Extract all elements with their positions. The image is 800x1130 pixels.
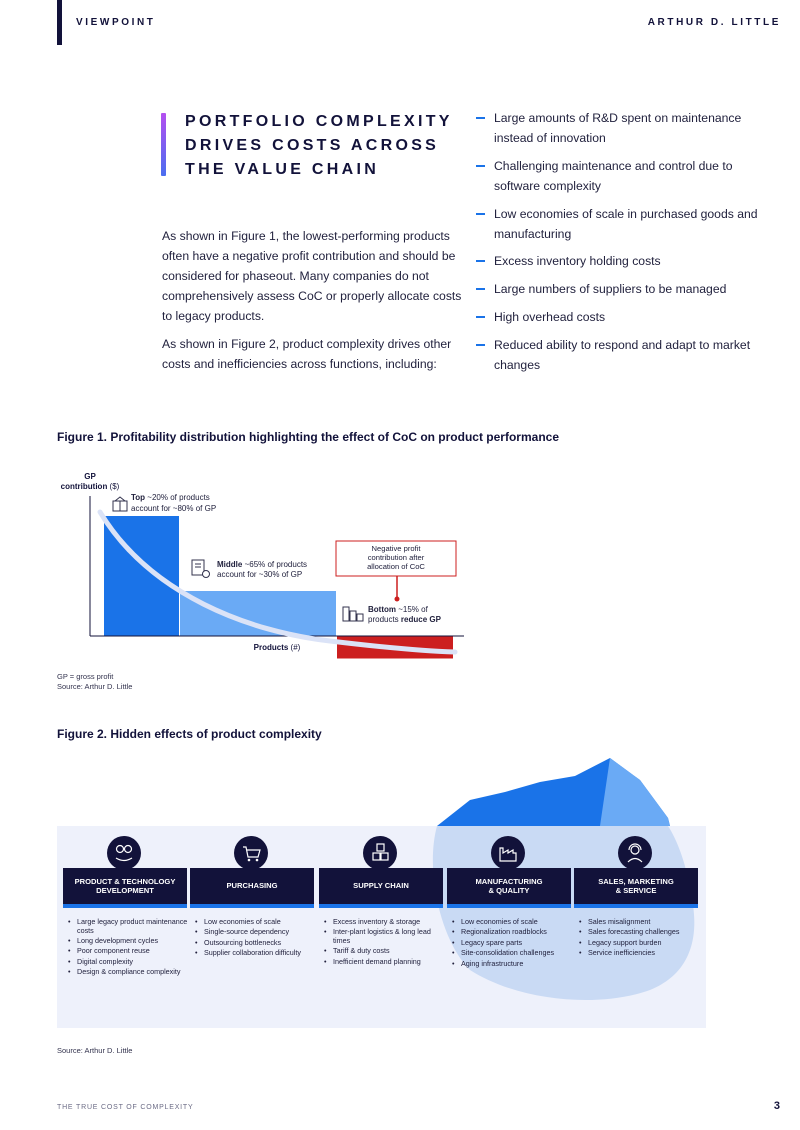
y-axis-label-2 [61,482,120,491]
section-accent-bar [161,113,166,176]
list-item [476,335,766,375]
header-accent-bar [57,0,62,45]
gears-hand-icon [107,836,141,870]
list-item: • Legacy spare parts [452,939,576,948]
list-item: • Inter-plant logistics & long lead times [324,928,448,945]
list-item-text: Excess inventory holding costs [494,254,661,269]
headset-person-icon [618,836,652,870]
list-item: • Low economies of scale [452,918,576,927]
column-header-line: MANUFACTURING [475,876,543,886]
list-item: • Aging infrastructure [452,960,576,969]
list-item: • Service inefficiencies [579,949,703,958]
list-item: • Digital complexity [68,958,192,967]
list-item: • Regionalization roadblocks [452,928,576,937]
list-item-text: Reduced ability to respond and adapt to market changes [494,337,751,372]
list-item: • Outsourcing bottlenecks [195,939,319,948]
list-item: • Single-source dependency [195,928,319,937]
column-list [195,918,319,960]
callout-line: allocation of CoC [367,562,425,571]
column-list [452,918,576,970]
list-item: • Sales forecasting challenges [579,928,703,937]
list-item: • Large legacy product maintenance costs [68,918,192,935]
dash-icon [476,288,485,290]
column-header-line: SUPPLY CHAIN [353,881,409,891]
list-item: • Low economies of scale [195,918,319,927]
boxes-icon [363,836,397,870]
callout-line: Negative profit [371,544,421,553]
middle-annotation [192,560,307,579]
list-item: • Site-consolidation challenges [452,949,576,958]
cost-drivers-list [476,108,766,383]
list-item [476,279,766,299]
column-header [190,868,314,908]
top-annotation [113,493,216,513]
iceberg-tip-shade [600,758,670,826]
dash-icon [476,117,485,119]
x-axis-label-unit: (#) [288,643,301,652]
bottom-label-bold: Bottom [368,605,396,614]
bottom-label-rest2: products [368,615,401,624]
list-item: • Inefficient demand planning [324,958,448,967]
bottom-label-line2 [368,615,442,624]
iceberg-underwater [433,826,694,1000]
column-header [319,868,443,908]
middle-label-line2: account for ~30% of GP [217,570,303,579]
callout-line: contribution after [367,553,425,562]
list-item [476,251,766,271]
middle-label-rest: ~65% of products [242,560,308,569]
x-axis-label [254,643,301,652]
column-header-line: & QUALITY [488,886,530,895]
column-header [63,868,187,908]
column-header-line: SALES, MARKETING [598,876,674,886]
dash-icon [476,316,485,318]
middle-label-bold: Middle [217,560,243,569]
dash-icon [476,344,485,346]
header-brand: ARTHUR D. LITTLE [647,17,781,28]
column-header-line: DEVELOPMENT [96,886,154,895]
list-item: • Supplier collaboration difficulty [195,949,319,958]
list-item-text: Large amounts of R&D spent on maintenance instead of innovation [494,111,742,145]
y-axis-label-unit: ($) [107,482,120,491]
column-list [579,918,703,960]
page-number: 3 [773,1100,780,1112]
column-list [324,918,448,968]
header-viewpoint: VIEWPOINT [76,17,156,28]
y-axis-label-bold: contribution [60,482,108,491]
list-item: • Excess inventory & storage [324,918,448,927]
section-title [185,110,475,182]
top-label-rest: ~20% of products [145,493,210,502]
gift-box-icon [113,497,127,511]
column-header-line: PURCHASING [226,881,278,891]
dash-icon [476,165,485,167]
intro-paragraph: As shown in Figure 1, the lowest-performing products often have a negative profit contribution and should be considered for phaseout. Many companies do not comprehensively assess CoC or properly allocate costs to legacy products. [162,229,462,323]
bottom-annotation [343,605,442,624]
top-label-bold: Top [131,493,146,502]
bottom-label-rest: ~15% of [396,605,428,614]
figure1-chart [0,460,800,670]
list-item: • Sales misalignment [579,918,703,927]
figure2-source: Source: Arthur D. Little [57,1046,133,1055]
list-item: • Poor component reuse [68,947,192,956]
section-title-line: DRIVES COSTS ACROSS [185,137,440,154]
dash-icon [476,260,485,262]
column-header [447,868,571,908]
figure1-title: Figure 1. Profitability distribution highlighting the effect of CoC on product performance [57,430,559,444]
figure1-footnote: GP = gross profit [57,672,114,681]
figure1-source: Source: Arthur D. Little [57,682,133,691]
dash-icon [476,213,485,215]
y-axis-label: GP [84,472,96,481]
bottom-label-bold2: reduce GP [400,615,441,624]
column-header [574,868,698,908]
list-item-text: High overhead costs [494,309,606,324]
intro-text [162,226,462,382]
bottom-label-line1 [368,605,429,614]
column-header-line: PRODUCT & TECHNOLOGY [74,876,176,886]
list-item: • Tariff & duty costs [324,947,448,956]
intro-paragraph: As shown in Figure 2, product complexity drives other costs and inefficiencies across functions, including: [162,337,452,371]
list-item [476,108,766,148]
list-item [476,307,766,327]
bar-middle [180,591,336,636]
middle-label-line1 [217,560,307,569]
figure2-title: Figure 2. Hidden effects of product complexity [57,727,322,741]
list-item [476,204,766,244]
footer-title: THE TRUE COST OF COMPLEXITY [57,1104,194,1111]
top-label-line2: account for ~80% of GP [131,504,217,513]
section-title-line: THE VALUE CHAIN [185,161,380,178]
list-item: • Legacy support burden [579,939,703,948]
top-label-line1 [131,493,210,502]
column-header-line: & SERVICE [615,886,657,895]
negative-profit-callout [336,541,456,602]
list-item-text: Challenging maintenance and control due to software complexity [494,158,733,193]
list-item [476,156,766,196]
shopping-cart-icon [234,836,268,870]
list-item: • Design & compliance complexity [68,968,192,977]
coins-icon [343,607,363,621]
list-item-text: Low economies of scale in purchased goods and manufacturing [494,206,758,241]
list-item-text: Large numbers of suppliers to be managed [494,282,727,297]
list-item: • Long development cycles [68,937,192,946]
column-list [68,918,192,979]
section-title-line: PORTFOLIO COMPLEXITY [185,113,453,130]
document-chart-icon [192,560,210,578]
x-axis-label-bold: Products [253,643,289,652]
factory-icon [491,836,525,870]
